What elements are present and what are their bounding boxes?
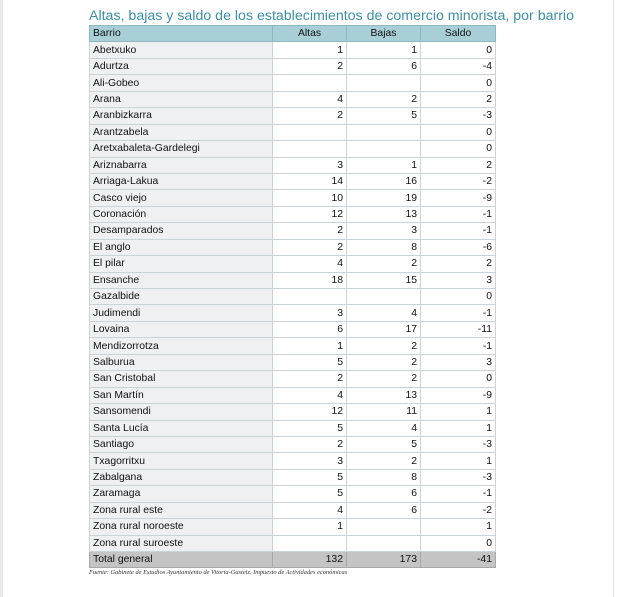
table-row (90, 75, 496, 91)
cell-barrio: Arriaga-Lakua (90, 173, 273, 189)
cell-barrio: Adurtza (90, 58, 273, 74)
table-row (90, 256, 496, 272)
table-row (90, 223, 496, 239)
cell-saldo: 0 (421, 371, 496, 387)
table-row (90, 124, 496, 140)
cell-saldo: 2 (421, 157, 496, 173)
cell-altas: 2 (273, 239, 347, 255)
cell-saldo: 1 (421, 404, 496, 420)
cell-bajas: 5 (347, 108, 421, 124)
table-row (90, 502, 496, 518)
window-left-border (0, 0, 3, 597)
cell-barrio: Salburua (90, 354, 273, 370)
cell-bajas (347, 535, 421, 551)
cell-bajas: 4 (347, 305, 421, 321)
cell-bajas: 2 (347, 338, 421, 354)
cell-barrio: Arantzabela (90, 124, 273, 140)
table-row (90, 141, 496, 157)
table-row (90, 469, 496, 485)
table-row (90, 486, 496, 502)
cell-altas (273, 75, 347, 91)
total-row (90, 552, 496, 568)
cell-bajas: 2 (347, 256, 421, 272)
cell-altas (273, 141, 347, 157)
cell-altas: 5 (273, 486, 347, 502)
cell-bajas (347, 141, 421, 157)
cell-bajas: 15 (347, 272, 421, 288)
cell-altas: 3 (273, 305, 347, 321)
cell-altas (273, 289, 347, 305)
table-row (90, 289, 496, 305)
cell-bajas: 4 (347, 420, 421, 436)
cell-altas: 5 (273, 469, 347, 485)
total-bajas: 173 (347, 552, 421, 568)
table-row (90, 58, 496, 74)
cell-saldo: -3 (421, 436, 496, 452)
header-bajas: Bajas (347, 26, 421, 42)
cell-altas: 12 (273, 206, 347, 222)
cell-altas: 1 (273, 519, 347, 535)
cell-saldo: -2 (421, 502, 496, 518)
cell-altas: 3 (273, 157, 347, 173)
cell-barrio: Txagorritxu (90, 453, 273, 469)
cell-barrio: Ariznabarra (90, 157, 273, 173)
table-row (90, 42, 496, 58)
cell-bajas: 8 (347, 239, 421, 255)
table-row (90, 173, 496, 189)
cell-bajas: 2 (347, 91, 421, 107)
cell-barrio: Zona rural suroeste (90, 535, 273, 551)
cell-barrio: Ensanche (90, 272, 273, 288)
cell-altas: 4 (273, 91, 347, 107)
cell-bajas: 5 (347, 436, 421, 452)
cell-altas: 5 (273, 354, 347, 370)
cell-altas: 2 (273, 58, 347, 74)
cell-bajas: 6 (347, 58, 421, 74)
cell-altas: 14 (273, 173, 347, 189)
cell-bajas: 13 (347, 387, 421, 403)
cell-barrio: Aretxabaleta-Gardelegi (90, 141, 273, 157)
cell-bajas: 13 (347, 206, 421, 222)
cell-saldo: 2 (421, 256, 496, 272)
cell-saldo: 0 (421, 141, 496, 157)
cell-barrio: El anglo (90, 239, 273, 255)
cell-saldo: 3 (421, 354, 496, 370)
cell-barrio: Aranbizkarra (90, 108, 273, 124)
table-row (90, 305, 496, 321)
cell-altas: 3 (273, 453, 347, 469)
cell-saldo: 0 (421, 289, 496, 305)
table-row (90, 206, 496, 222)
total-saldo: -41 (421, 552, 496, 568)
cell-saldo: -1 (421, 223, 496, 239)
total-altas: 132 (273, 552, 347, 568)
table-row (90, 436, 496, 452)
cell-saldo: -1 (421, 206, 496, 222)
cell-barrio: San Cristobal (90, 371, 273, 387)
source-note: Fuente: Gabinete de Estudios Ayuntamiento de Vitoria-Gasteiz. Impuesto de Actividades económicas (89, 569, 348, 576)
table-row (90, 108, 496, 124)
cell-saldo: 0 (421, 535, 496, 551)
table-row (90, 387, 496, 403)
window-right-border (613, 0, 614, 597)
cell-saldo: -1 (421, 305, 496, 321)
cell-saldo: 0 (421, 124, 496, 140)
cell-barrio: Coronación (90, 206, 273, 222)
cell-barrio: El pilar (90, 256, 273, 272)
table-row (90, 453, 496, 469)
table-row (90, 420, 496, 436)
table-row (90, 190, 496, 206)
table-title: Altas, bajas y saldo de los establecimientos de comercio minorista, por barrio (89, 8, 574, 24)
cell-saldo: 1 (421, 519, 496, 535)
table-row (90, 157, 496, 173)
cell-bajas: 2 (347, 354, 421, 370)
table-row (90, 91, 496, 107)
cell-bajas: 8 (347, 469, 421, 485)
cell-bajas: 1 (347, 42, 421, 58)
cell-barrio: Santa Lucía (90, 420, 273, 436)
table-row (90, 354, 496, 370)
cell-barrio: Casco viejo (90, 190, 273, 206)
cell-saldo: 0 (421, 42, 496, 58)
header-row (90, 26, 496, 42)
cell-altas: 2 (273, 223, 347, 239)
cell-barrio: Zaramaga (90, 486, 273, 502)
cell-bajas (347, 289, 421, 305)
table-row (90, 404, 496, 420)
cell-saldo: -3 (421, 108, 496, 124)
cell-saldo: -2 (421, 173, 496, 189)
commerce-table (89, 25, 496, 568)
cell-barrio: Sansomendi (90, 404, 273, 420)
cell-altas: 2 (273, 108, 347, 124)
cell-saldo: -6 (421, 239, 496, 255)
cell-bajas: 17 (347, 321, 421, 337)
cell-barrio: Arana (90, 91, 273, 107)
cell-saldo: 2 (421, 91, 496, 107)
cell-altas: 18 (273, 272, 347, 288)
cell-bajas: 6 (347, 486, 421, 502)
cell-saldo: -11 (421, 321, 496, 337)
cell-saldo: -4 (421, 58, 496, 74)
cell-barrio: Abetxuko (90, 42, 273, 58)
cell-barrio: Santiago (90, 436, 273, 452)
table-row (90, 535, 496, 551)
header-barrio: Barrio (90, 26, 273, 42)
cell-altas: 1 (273, 42, 347, 58)
cell-saldo: -9 (421, 190, 496, 206)
table-row (90, 519, 496, 535)
cell-altas: 10 (273, 190, 347, 206)
cell-bajas (347, 75, 421, 91)
cell-bajas (347, 519, 421, 535)
cell-altas: 4 (273, 387, 347, 403)
cell-barrio: Judimendi (90, 305, 273, 321)
total-label: Total general (90, 552, 273, 568)
cell-saldo: 1 (421, 420, 496, 436)
cell-saldo: 1 (421, 453, 496, 469)
cell-altas (273, 124, 347, 140)
cell-altas: 2 (273, 371, 347, 387)
cell-altas: 2 (273, 436, 347, 452)
cell-bajas: 6 (347, 502, 421, 518)
cell-saldo: -9 (421, 387, 496, 403)
cell-bajas: 2 (347, 371, 421, 387)
cell-barrio: Gazalbide (90, 289, 273, 305)
cell-altas: 1 (273, 338, 347, 354)
cell-altas: 6 (273, 321, 347, 337)
cell-barrio: Ali-Gobeo (90, 75, 273, 91)
cell-altas: 5 (273, 420, 347, 436)
cell-bajas: 1 (347, 157, 421, 173)
cell-bajas: 3 (347, 223, 421, 239)
cell-barrio: Zona rural este (90, 502, 273, 518)
table-row (90, 371, 496, 387)
cell-bajas: 11 (347, 404, 421, 420)
cell-barrio: Lovaina (90, 321, 273, 337)
header-saldo: Saldo (421, 26, 496, 42)
cell-barrio: Desamparados (90, 223, 273, 239)
cell-altas: 4 (273, 502, 347, 518)
cell-altas (273, 535, 347, 551)
table-row (90, 321, 496, 337)
table-row (90, 239, 496, 255)
cell-barrio: Zona rural noroeste (90, 519, 273, 535)
cell-saldo: -1 (421, 486, 496, 502)
table-row (90, 272, 496, 288)
cell-saldo: 3 (421, 272, 496, 288)
cell-bajas: 19 (347, 190, 421, 206)
cell-bajas: 16 (347, 173, 421, 189)
cell-saldo: -3 (421, 469, 496, 485)
cell-saldo: -1 (421, 338, 496, 354)
cell-bajas (347, 124, 421, 140)
cell-altas: 4 (273, 256, 347, 272)
cell-barrio: Mendizorrotza (90, 338, 273, 354)
cell-saldo: 0 (421, 75, 496, 91)
table-row (90, 338, 496, 354)
cell-altas: 12 (273, 404, 347, 420)
cell-barrio: Zabalgana (90, 469, 273, 485)
header-altas: Altas (273, 26, 347, 42)
cell-barrio: San Martín (90, 387, 273, 403)
cell-bajas: 2 (347, 453, 421, 469)
